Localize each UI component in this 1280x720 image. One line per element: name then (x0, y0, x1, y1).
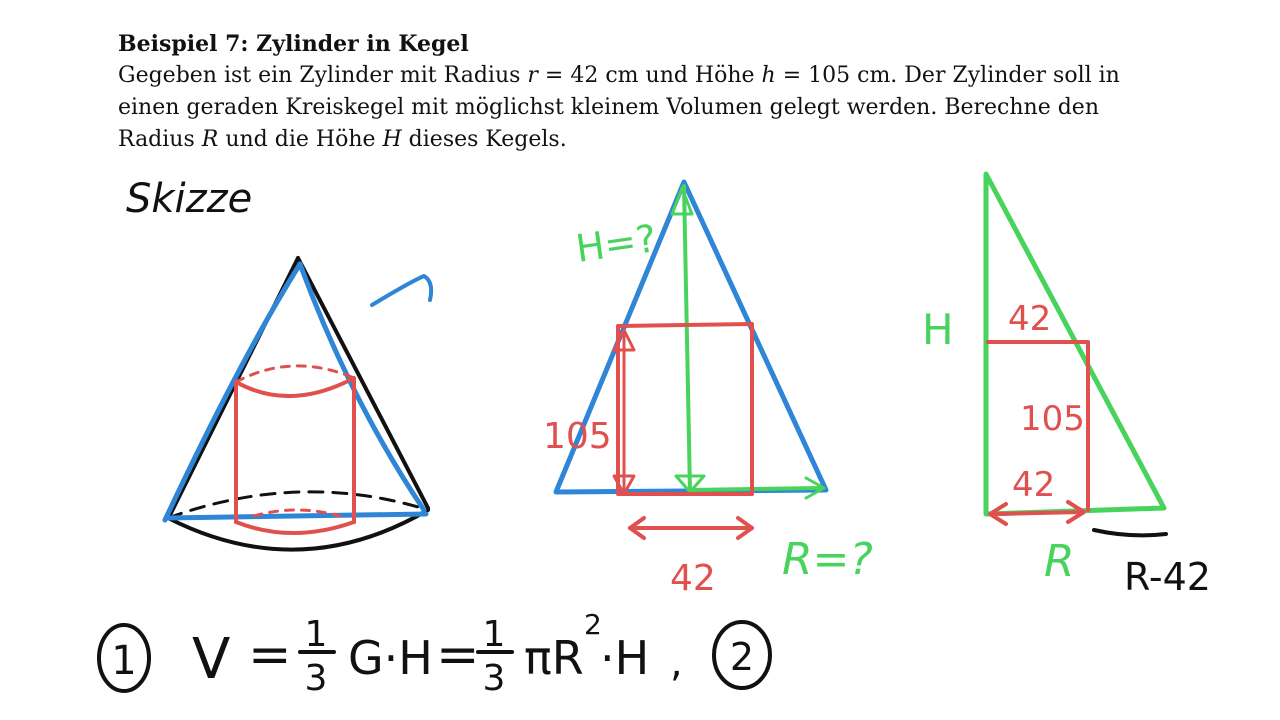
formula-equals-1: = (248, 625, 292, 685)
right-triangle-drawing (922, 174, 1211, 599)
formula-V: V (192, 627, 231, 692)
cylinder-top-front (236, 378, 354, 396)
fraction-1-numerator: 1 (304, 614, 328, 655)
fraction-1-denominator: 3 (304, 658, 328, 699)
formula-equals-2: = (436, 625, 480, 685)
triangle-radius-label: R (1044, 536, 1075, 587)
problem-text-part: Gegeben ist ein Zylinder mit Radius (118, 63, 528, 88)
problem-text-part: = 42 cm und Höhe (537, 63, 762, 88)
cross-section-drawing (543, 182, 873, 599)
bottom-dimension (992, 512, 1082, 514)
volume-formula (99, 608, 770, 699)
formula-base-times-height: G·H (348, 631, 433, 685)
item-1-number: 1 (111, 638, 137, 684)
var-R: R (201, 127, 219, 152)
problem-title: Beispiel 7: Zylinder in Kegel (118, 31, 469, 57)
triangle-bottom-width: 42 (1012, 465, 1056, 505)
formula-pi-R: πR (524, 631, 584, 685)
radius-axis (690, 488, 822, 490)
problem-text-part: und die Höhe (218, 127, 383, 152)
formula-dot-H: ·H (600, 631, 650, 685)
arrow-to-cross-section (372, 276, 431, 305)
triangle-top-width: 42 (1008, 299, 1052, 339)
cylinder-height-value: 105 (543, 416, 612, 457)
item-2-number: 2 (729, 635, 755, 679)
sketch-title: Skizze (126, 176, 253, 222)
cylinder-top-back (236, 366, 354, 382)
cylinder-bottom-front (236, 522, 354, 533)
triangle-remainder-label: R-42 (1124, 555, 1211, 599)
var-h: h (761, 63, 776, 88)
cone-base-line (166, 514, 426, 518)
cone-right-edge (298, 258, 428, 508)
cylinder-rectangle (618, 324, 752, 494)
triangle-height-label: H (922, 305, 954, 354)
problem-text-part: = 105 cm. Der Zylinder soll in einen geraden Kreiskegel mit möglichst kleinem Volumen gelegt werden. Berechne den Radius (118, 63, 1120, 152)
fraction-2-denominator: 3 (482, 658, 506, 699)
remainder-brace (1094, 530, 1166, 535)
cross-section-radius-label: R=? (782, 534, 873, 585)
cone-3d-drawing (165, 258, 431, 550)
fraction-2-numerator: 1 (482, 614, 506, 655)
formula-comma: , (670, 640, 683, 686)
problem-text-part: dieses Kegels. (401, 127, 567, 152)
formula-exponent: 2 (584, 608, 602, 641)
cylinder-radius-value: 42 (670, 558, 716, 599)
triangle-inner-height: 105 (1020, 399, 1085, 439)
height-axis (684, 186, 690, 492)
var-H: H (382, 127, 402, 152)
cross-section-height-label: H=? (573, 216, 660, 271)
var-r: r (527, 63, 538, 88)
